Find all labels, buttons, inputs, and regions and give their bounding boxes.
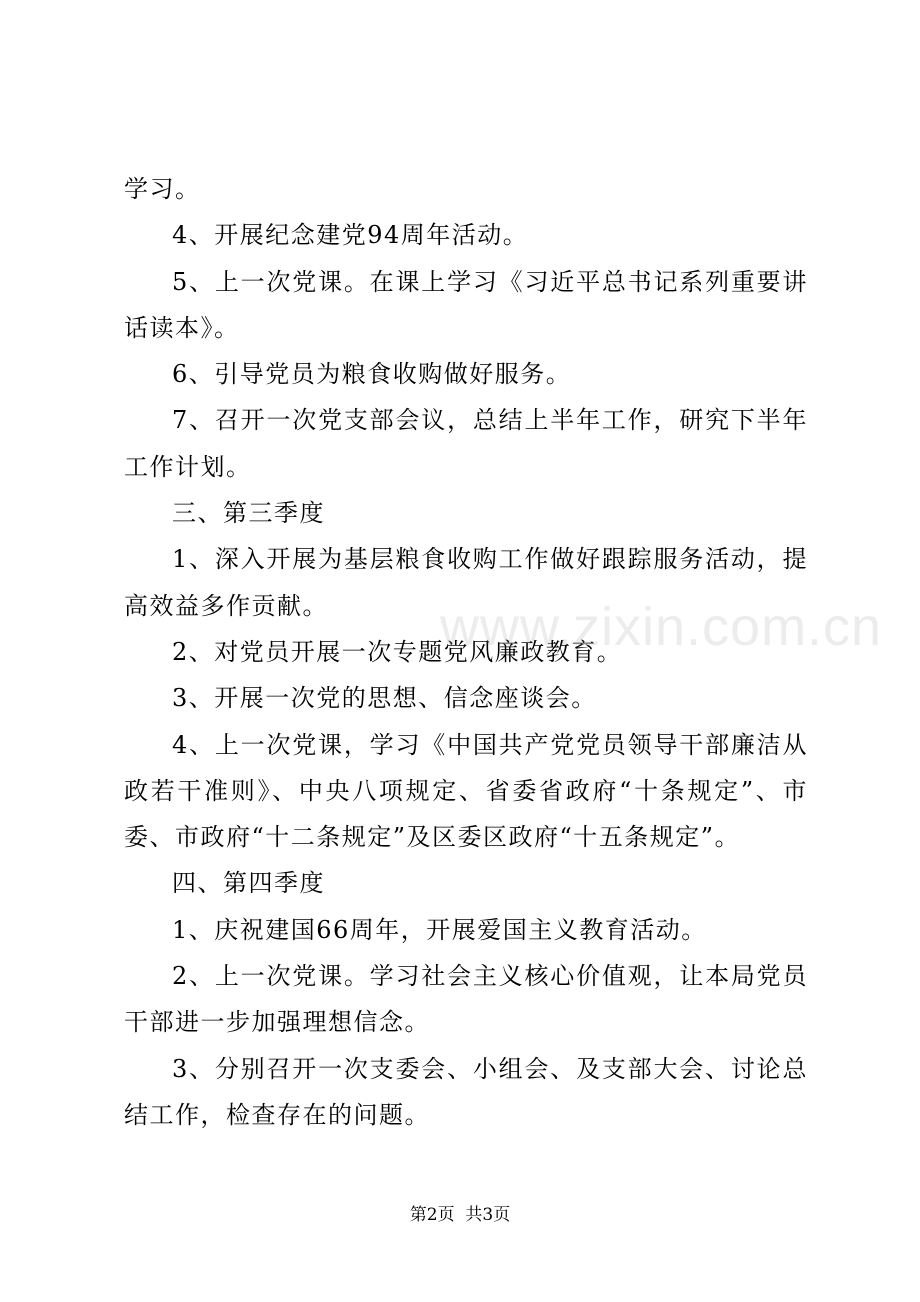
paragraph-item: 3、开展一次党的思想、信念座谈会。 <box>172 684 597 713</box>
paragraph-item: 2、上一次党课。学习社会主义核心价值观，让本局党员干部进一步加强理想信念。 <box>124 962 808 1037</box>
watermark: www.zixin.com.cn <box>440 597 883 657</box>
section-heading-q3: 三、第三季度 <box>172 499 325 528</box>
paragraph-item: 7、召开一次党支部会议，总结上半年工作，研究下半年工作计划。 <box>124 406 808 481</box>
paragraph-continuation: 学习。 <box>124 175 201 203</box>
paragraph-item: 4、开展纪念建党94周年活动。 <box>172 221 529 250</box>
paragraph-item: 3、分别召开一次支委会、小组会、及支部大会、讨论总结工作，检查存在的问题。 <box>124 1054 808 1129</box>
section-heading-q4: 四、第四季度 <box>172 869 325 898</box>
paragraph-item: 2、对党员开展一次专题党风廉政教育。 <box>172 637 623 666</box>
paragraph-item: 5、上一次党课。在课上学习《习近平总书记系列重要讲话读本》。 <box>124 267 808 342</box>
paragraph-item: 1、深入开展为基层粮食收购工作做好跟踪服务活动，提高效益多作贡献。 <box>124 545 808 620</box>
paragraph-item: 4、上一次党课，学习《中国共产党党员领导干部廉洁从政若干准则》、中央八项规定、省委省政府“十条规定”、市委、市政府“十二条规定”及区委区政府“十五条规定”。 <box>124 730 808 852</box>
paragraph-item: 6、引导党员为粮食收购做好服务。 <box>172 360 572 389</box>
paragraph-item: 1、庆祝建国66周年，开展爱国主义教育活动。 <box>172 915 707 944</box>
page-footer: 第2页 共3页 <box>409 1205 511 1225</box>
